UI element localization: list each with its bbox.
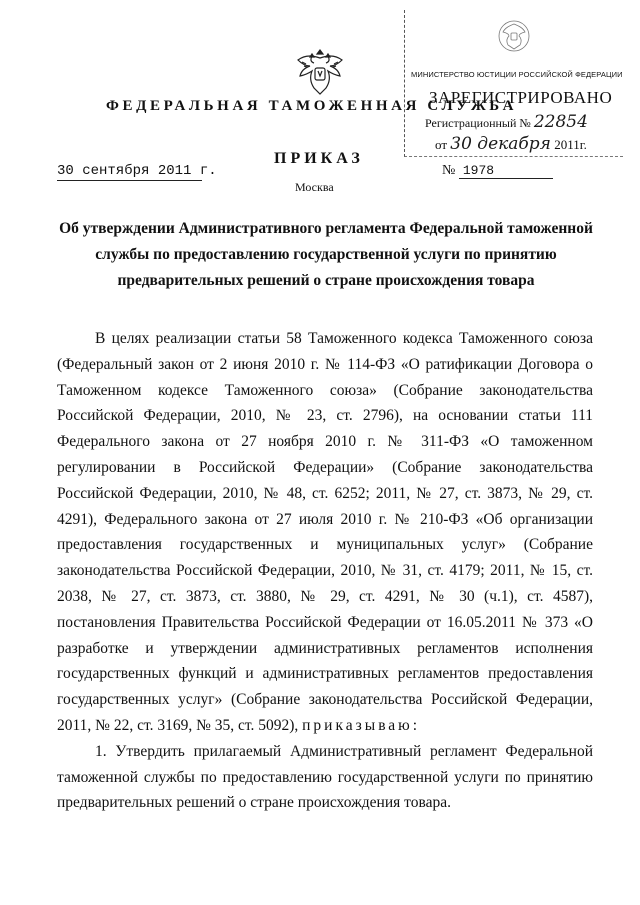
- order-body: [57, 326, 593, 816]
- stamp-registered: ЗАРЕГИСТРИРОВАНО: [429, 88, 613, 107]
- order-number-value: 1978: [459, 163, 553, 179]
- preamble-paragraph: [57, 326, 593, 739]
- number-sign: №: [442, 163, 456, 178]
- coat-of-arms-emblem: [292, 42, 348, 98]
- stamp-date-handwritten: 30 декабря: [450, 134, 551, 154]
- registration-stamp: [404, 10, 623, 157]
- stamp-ministry: МИНИСТЕРСТВО ЮСТИЦИИ РОССИЙСКОЙ ФЕДЕРАЦИИ: [411, 70, 623, 79]
- stamp-date-year: 2011г.: [554, 137, 587, 152]
- order-date: 30 сентября 2011 г.: [57, 163, 217, 179]
- stamp-registration-number: [425, 112, 588, 132]
- order-item-1: 1. Утвердить прилагаемый Административный регламент Федеральной таможенной службы по предоставлению государственной услуги по принятию предварительных решений о стране происхождения товара.: [57, 742, 593, 812]
- stamp-regno-label: Регистрационный №: [425, 116, 531, 130]
- agency-name: ФЕДЕРАЛЬНАЯ ТАМОЖЕННАЯ СЛУЖБА: [106, 98, 518, 114]
- preamble-text: В целях реализации статьи 58 Таможенного кодекса Таможенного союза (Федеральный закон от 2 июня 2010 г. № 114-ФЗ «О ратификации Договора о Таможенном кодексе Таможенного союза» (Собрание законодательства Российской Федерации, 2010, № 23, ст. 2796), на основании статьи 111 Федерального закона от 27 ноября 2010 г. № 311-ФЗ «О таможенном регулировании в Российской Федерации» (Собрание законодательства Российской Федерации, 2010, № 48, ст. 6252; 2011, № 27, ст. 3873, № 29, ст. 4291), Федерального закона от 27 июля 2010 г. № 210-ФЗ «Об организации предоставления государственных и муниципальных услуг» (Собрание законодательства Российской Федерации, 2010, № 31, ст. 4179; 2011, № 15, ст. 2038, № 27, ст. 3873, ст. 3880, № 29, ст. 4291, № 30 (ч.1), ст. 4587), постановления Правительства Российской Федерации от 16.05.2011 № 373 «О разработке и утверждении административных регламентов исполнения государственных функций и административных регламентов предоставления государственных услуг» (Собрание законодательства Российской Федерации, 2011, № 22, ст. 3169, № 35, ст. 5092),: [57, 330, 593, 734]
- stamp-date: [435, 134, 587, 154]
- order-city: Москва: [295, 180, 334, 194]
- order-subject: Об утверждении Административного регламента Федеральной таможенной службы по предоставлению государственной услуги по принятию предварительных решений о стране происхождения товара: [59, 220, 593, 289]
- order-word: приказываю:: [302, 716, 421, 734]
- order-number: [442, 163, 582, 179]
- stamp-emblem-icon: [497, 18, 531, 54]
- document-type: ПРИКАЗ: [274, 150, 364, 167]
- stamp-regno-value: 22854: [533, 112, 588, 132]
- stamp-date-prefix: от: [435, 137, 448, 152]
